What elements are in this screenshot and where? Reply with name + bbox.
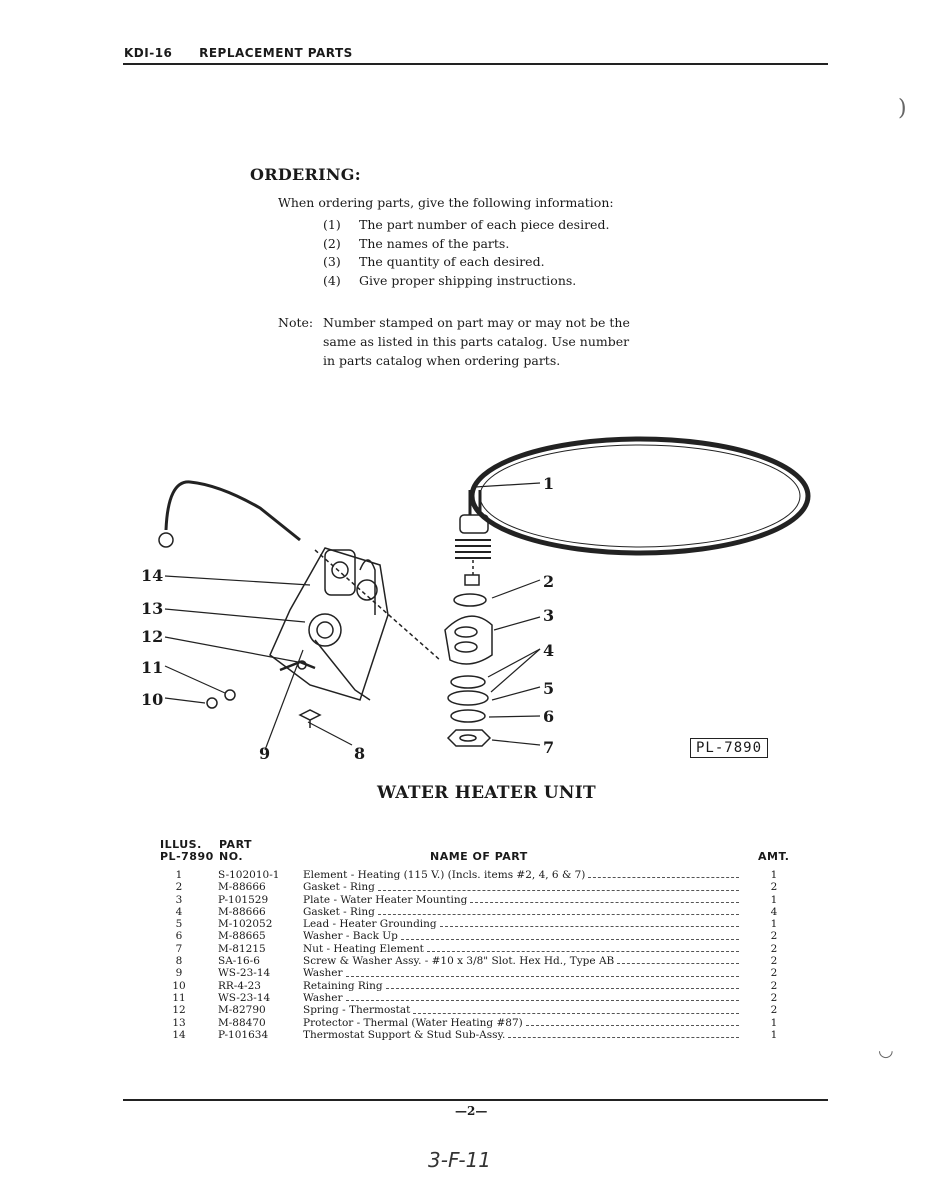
leader-dots: [508, 1029, 739, 1038]
mounting-plate: [445, 616, 492, 664]
part-name-cell: [303, 1017, 739, 1029]
illus-number: 6: [175, 930, 183, 943]
table-row: [160, 967, 800, 979]
amount: 2: [770, 881, 778, 894]
gasket-ring: [451, 710, 485, 722]
leader-dots: [413, 1004, 739, 1013]
callout-14: 14: [141, 566, 164, 585]
amount: 2: [770, 942, 778, 955]
table-row: [160, 894, 800, 906]
header-rule: [123, 63, 828, 65]
note-label: Note:: [278, 315, 314, 330]
callout-11: 11: [141, 658, 164, 677]
callout-7: 7: [543, 738, 555, 757]
table-row: [160, 881, 800, 893]
illus-number: 3: [175, 893, 183, 906]
thermal-protector: [309, 614, 341, 646]
table-row: [160, 930, 800, 942]
callout-5: 5: [543, 679, 555, 698]
screw-washer: [300, 710, 320, 720]
part-name: Washer - Back Up: [303, 930, 398, 943]
part-name: Plate - Water Heater Mounting: [303, 893, 468, 906]
part-number: SA-16-6: [218, 955, 260, 968]
part-number: M-88666: [218, 905, 266, 918]
part-number: M-102052: [218, 918, 273, 931]
gasket-ring: [454, 594, 486, 606]
part-name-cell: [303, 1004, 739, 1016]
illus-number: 2: [175, 881, 183, 894]
header-illus-plate: PL-7890: [160, 850, 214, 863]
amount: 2: [770, 1004, 778, 1017]
callout-3: 3: [543, 606, 555, 625]
part-name: Gasket - Ring: [303, 905, 375, 918]
part-name-cell: [303, 906, 739, 918]
header-part: PART: [219, 838, 253, 851]
note-line: same as listed in this parts catalog. Use number: [323, 334, 630, 349]
part-name-cell: [303, 967, 739, 979]
retaining-ring: [207, 698, 217, 708]
part-name: Thermostat Support & Stud Sub-Assy.: [303, 1028, 506, 1041]
part-name: Retaining Ring: [303, 979, 383, 992]
part-name: Nut - Heating Element: [303, 942, 424, 955]
table-row: [160, 955, 800, 967]
step-text: The quantity of each desired.: [359, 254, 545, 269]
part-name: Washer: [303, 991, 343, 1004]
table-row: [160, 980, 800, 992]
part-name: Lead - Heater Grounding: [303, 918, 437, 931]
element-nut: [448, 730, 490, 746]
footer-rule: [123, 1099, 828, 1101]
table-row: [160, 869, 800, 881]
part-name-cell: [303, 930, 739, 942]
part-name: Protector - Thermal (Water Heating #87): [303, 1016, 523, 1029]
leader-dots: [526, 1017, 739, 1026]
thermostat-bracket: [270, 548, 388, 700]
illus-number: 10: [172, 979, 186, 992]
leader-dots: [427, 943, 739, 952]
leader-dots: [470, 894, 739, 903]
amount: 2: [770, 967, 778, 980]
leader-dots: [378, 881, 739, 890]
table-row: [160, 1017, 800, 1029]
illus-number: 4: [175, 905, 183, 918]
part-name-cell: [303, 980, 739, 992]
table-row: [160, 918, 800, 930]
callout-2: 2: [543, 572, 555, 591]
callout-12: 12: [141, 627, 164, 646]
part-name: Spring - Thermostat: [303, 1004, 411, 1017]
part-name-cell: [303, 992, 739, 1004]
callout-1: 1: [543, 474, 555, 493]
header-name-of-part: NAME OF PART: [430, 850, 528, 863]
leader-dots: [346, 967, 739, 976]
leader-dots: [386, 980, 739, 989]
leader-dots: [378, 906, 739, 915]
part-name: Washer: [303, 967, 343, 980]
manual-code: KDI-16: [124, 46, 173, 60]
header-amount: AMT.: [758, 850, 790, 863]
ordering-step: [323, 254, 545, 269]
backup-washer: [448, 691, 488, 705]
ordering-step: [323, 236, 509, 251]
step-number: (2): [323, 236, 341, 251]
part-number: M-81215: [218, 942, 266, 955]
heating-element-loop: [472, 439, 808, 553]
part-name: Element - Heating (115 V.) (Incls. items #2, 4, 6 & 7): [303, 869, 586, 881]
amount: 1: [770, 1016, 778, 1029]
amount: 1: [770, 1028, 778, 1041]
callout-4: 4: [543, 641, 555, 660]
callout-13: 13: [141, 599, 164, 618]
washer: [225, 690, 235, 700]
handwritten-note: 3-F-11: [428, 1148, 492, 1172]
note-line: in parts catalog when ordering parts.: [323, 353, 561, 368]
illus-number: 14: [172, 1028, 186, 1041]
grounding-lead: [166, 482, 300, 540]
part-number: WS-23-14: [218, 967, 271, 980]
table-row: [160, 992, 800, 1004]
illus-number: 13: [172, 1016, 186, 1029]
leader-dots: [617, 955, 739, 964]
header-title: REPLACEMENT PARTS: [199, 46, 353, 60]
illus-number: 7: [175, 942, 183, 955]
table-row: [160, 1029, 800, 1041]
step-text: The part number of each piece desired.: [359, 217, 610, 232]
gasket-ring: [451, 676, 485, 688]
amount: 1: [770, 869, 778, 881]
header-illus: ILLUS.: [160, 838, 202, 851]
parts-table: [160, 869, 800, 1041]
part-name-cell: [303, 1029, 739, 1041]
step-number: (3): [323, 254, 341, 269]
part-number: P-101634: [218, 1028, 269, 1041]
part-number: M-88666: [218, 881, 266, 894]
part-name-cell: [303, 881, 739, 893]
part-number: RR-4-23: [218, 979, 261, 992]
figure-title: WATER HEATER UNIT: [377, 783, 596, 803]
part-name-cell: [303, 943, 739, 955]
part-number: M-82790: [218, 1004, 266, 1017]
table-row: [160, 906, 800, 918]
leader-dots: [588, 869, 739, 878]
part-number: WS-23-14: [218, 991, 271, 1004]
illus-number: 12: [172, 1004, 186, 1017]
step-text: Give proper shipping instructions.: [359, 273, 577, 288]
illus-number: 5: [175, 918, 183, 931]
part-number: M-88665: [218, 930, 266, 943]
leader-dots: [401, 930, 739, 939]
header-part-no: NO.: [219, 850, 243, 863]
water-heater-exploded-diagram: [120, 400, 820, 770]
step-text: The names of the parts.: [359, 236, 510, 251]
part-number: S-102010-1: [218, 869, 280, 881]
illus-number: 11: [172, 991, 186, 1004]
leader-dots: [440, 918, 739, 927]
leader-dots: [346, 992, 739, 1001]
illus-number: 9: [175, 967, 183, 980]
amount: 2: [770, 955, 778, 968]
ordering-title: ORDERING:: [250, 165, 361, 184]
step-number: (1): [323, 217, 341, 232]
illus-number: 8: [175, 955, 183, 968]
plate-id-box: PL-7890: [690, 738, 768, 758]
amount: 1: [770, 893, 778, 906]
amount: 2: [770, 991, 778, 1004]
scan-mark: ◡: [878, 1040, 894, 1061]
part-name-cell: [303, 918, 739, 930]
part-name-cell: [303, 894, 739, 906]
illus-number: 1: [175, 869, 183, 881]
part-name-cell: [303, 869, 739, 881]
step-number: (4): [323, 273, 341, 288]
callout-6: 6: [543, 707, 555, 726]
part-name: Gasket - Ring: [303, 881, 375, 894]
ordering-step: [323, 217, 609, 232]
page-number: —2—: [455, 1104, 488, 1118]
ordering-step: [323, 273, 576, 288]
callout-8: 8: [354, 744, 366, 763]
amount: 1: [770, 918, 778, 931]
amount: 4: [770, 905, 778, 918]
amount: 2: [770, 930, 778, 943]
part-name-cell: [303, 955, 739, 967]
callout-10: 10: [141, 690, 164, 709]
part-number: P-101529: [218, 893, 269, 906]
ordering-intro: When ordering parts, give the following information:: [278, 195, 614, 210]
part-number: M-88470: [218, 1016, 266, 1029]
page-header: [124, 46, 353, 60]
note-line: Number stamped on part may or may not be the: [323, 315, 630, 330]
table-row: [160, 943, 800, 955]
table-row: [160, 1004, 800, 1016]
callout-9: 9: [259, 744, 271, 763]
part-name: Screw & Washer Assy. - #10 x 3/8" Slot. Hex Hd., Type AB: [303, 955, 615, 968]
scan-mark: ): [898, 96, 907, 121]
amount: 2: [770, 979, 778, 992]
